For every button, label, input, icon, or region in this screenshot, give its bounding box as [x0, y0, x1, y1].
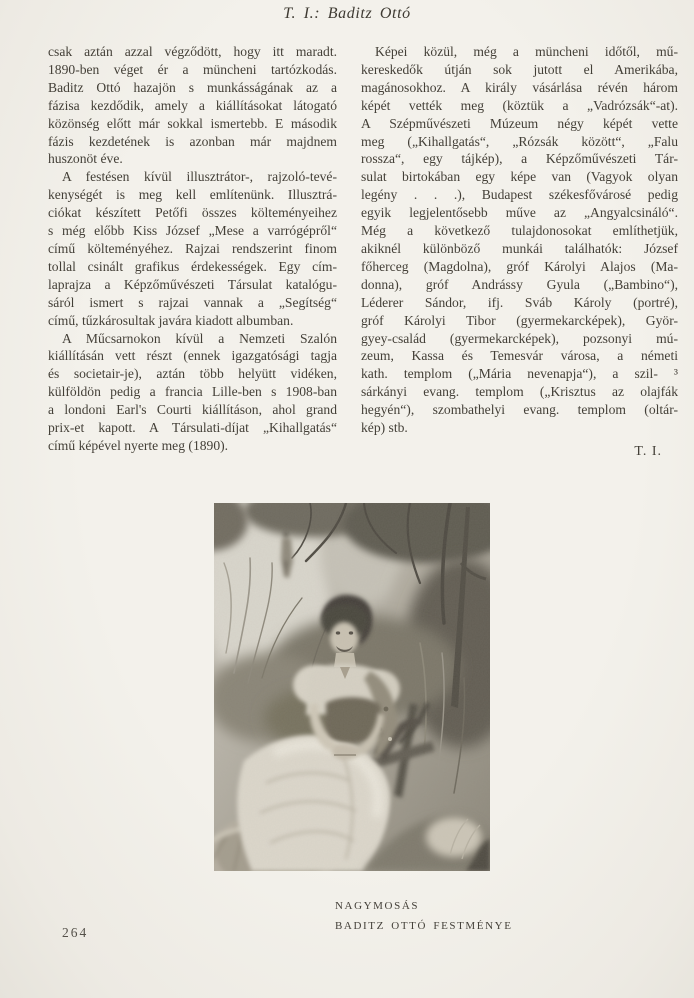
text-line: sárkányi evang. templom („Krisztus az olajfák: [361, 384, 678, 400]
text-line: akiknél különböző munkái találhatók: József: [361, 240, 678, 256]
page-header: T. I.: Baditz Ottó: [283, 5, 411, 22]
text-line: fázisa kezdődik, amely a kiállításokat látogató: [48, 97, 337, 113]
caption-title: NAGYMOSÁS: [335, 900, 420, 912]
paragraph: [48, 330, 337, 455]
caption-artist: BADITZ OTTÓ FESTMÉNYE: [335, 920, 513, 932]
text-line: kenységét is meg kell említenünk. Illusztrá-: [48, 187, 337, 203]
text-line: rossza“, egy tájkép), a Képzőművészeti Tár-: [361, 151, 678, 167]
text-line: 1890-ben véget ér a müncheni tartózkodás.: [48, 61, 337, 77]
text-line: egyik legjelentősebb műve az „Angyalcsináló“.: [361, 205, 678, 221]
text-line: kath. templom („Mária nevenapja“), a szil- ³: [361, 366, 678, 382]
text-line: Léderer Sándor, ifj. Sváb Károly (portré),: [361, 294, 678, 310]
text-line: tollal csinált grafikus érdekességek. Egy cím-: [48, 258, 337, 274]
text-line: Baditz Ottó hazajön s munkásságának az a: [48, 79, 337, 95]
paragraph: [48, 43, 337, 168]
figure-nagymosas: [214, 503, 490, 871]
text-line: laprajza a Képzőművészeti Társulat katalógu-: [48, 276, 337, 292]
text-line: gyey-család (gyermekarcképek), pozsonyi mú-: [361, 330, 678, 346]
text-line: hegyén“), szombathelyi evang. templom (oltár-: [361, 402, 678, 418]
text-line: Képei közül, még a müncheni időtől, mű-: [375, 44, 678, 59]
text-line: csak aztán azzal végződött, hogy itt maradt.: [48, 44, 337, 59]
column-right: [361, 43, 678, 437]
text-line: zeum, Kassa és Temesvár városa, a németi: [361, 348, 678, 364]
text-line: A festésen kívül illusztrátor-, rajzoló-tevé-: [62, 169, 337, 185]
text-line: főherceg (Magdolna), gróf Károlyi Alajos (Ma-: [361, 258, 678, 274]
text-line: fázis kezdetének is azonban már majdnem: [48, 133, 337, 149]
text-line: kereskedők útján sok jutott el Amerikába,: [361, 61, 678, 77]
page-number: 264: [62, 925, 89, 940]
text-line: a londoni Earl's Courti kiállításon, ahol grand: [48, 402, 337, 418]
text-line: közönség előtt már sokkal ismertebb. E második: [48, 115, 337, 131]
text-line: sulat birtokában egy képe van (Vagyok olyan: [361, 169, 678, 185]
text-line: A Műcsarnokon kívül a Nemzeti Szalón: [62, 330, 337, 346]
text-line: című, tűzkárosultak javára kiadott albumban.: [48, 312, 294, 328]
text-line: legény . . .), Budapest székesfővárosé pedig: [361, 187, 678, 203]
text-line: magánosokhoz. A király vásárlása révén három: [361, 79, 678, 95]
text-line: kép) stb.: [361, 420, 408, 436]
text-line: és societair-je), aztán több helyütt vidéken,: [48, 366, 337, 382]
text-line: című költeményéhez. Rajzai rendszerint finom: [48, 240, 337, 256]
painting-image: [214, 503, 490, 871]
text-line: képét vették meg (köztük a „Vadrózsák“-at).: [361, 97, 678, 113]
text-line: külföldön pedig a francia Lille-ben s 1908-ban: [48, 384, 337, 400]
figure-caption: [335, 896, 513, 936]
text-line: kiállításán vett részt (ennek igazgatósági tagja: [48, 348, 337, 364]
text-line: sáról ismert s rajzai vannak a „Segítség“: [48, 294, 337, 310]
text-line: prix-et kapott. A Társulati-díjat „Kihallgatás“: [48, 420, 337, 436]
text-line: Még a következő tulajdonosokat említhetjük,: [361, 223, 678, 239]
text-line: meg („Kihallgatás“, „Rózsák között“, „Falu: [361, 133, 678, 149]
author-initials: T. I.: [634, 444, 662, 459]
text-line: donna), gróf Andrássy Gyula („Bambino“),: [361, 276, 678, 292]
text-line: A Szépművészeti Múzeum négy képét vette: [361, 115, 678, 131]
column-left: [48, 43, 337, 455]
text-line: című képével nyerte meg (1890).: [48, 437, 229, 453]
text-line: huszonöt éve.: [48, 151, 123, 167]
text-line: ciókat készített Petőfi összes költeményeihez: [48, 205, 337, 221]
text-line: gróf Károlyi Tibor (gyermekarcképek), Györ-: [361, 312, 678, 328]
text-line: s még előbb Kiss József „Mese a varrógépről“: [48, 223, 337, 239]
paragraph: [361, 43, 678, 437]
paragraph: [48, 168, 337, 329]
